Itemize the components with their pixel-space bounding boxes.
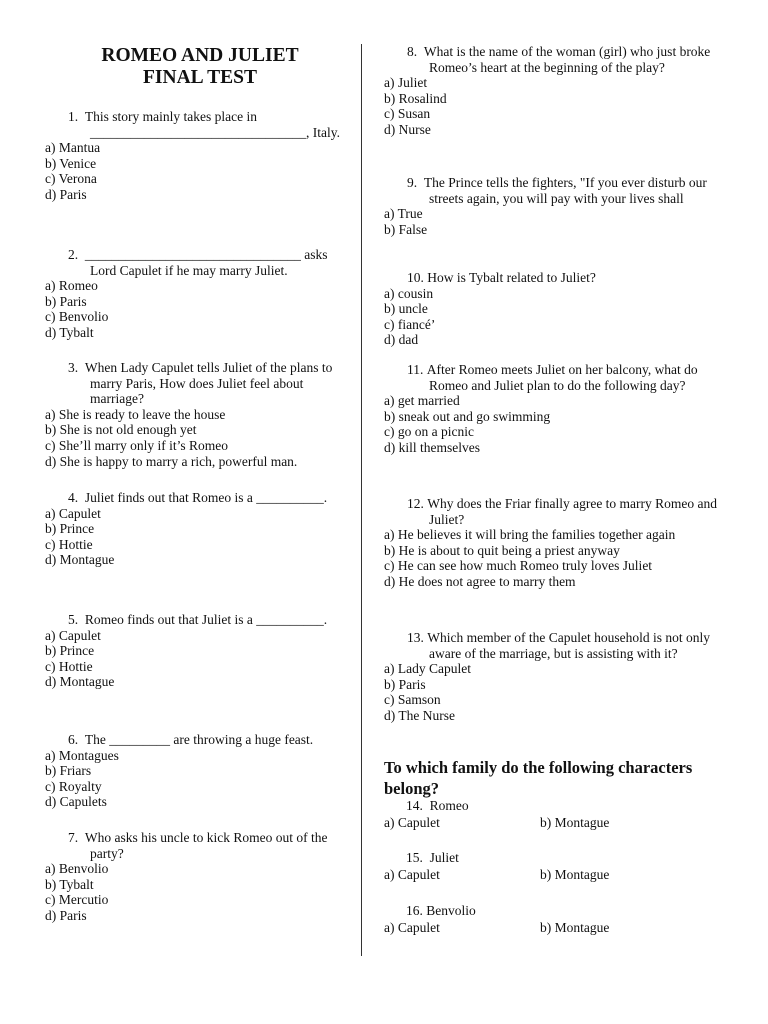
question-16 <box>384 902 724 936</box>
question-8-option-c: c) Susan <box>384 106 431 122</box>
question-1-option-c: c) Verona <box>45 171 97 187</box>
question-8-option-d: d) Nurse <box>384 121 431 137</box>
question-6 <box>45 732 355 810</box>
question-8 <box>384 44 724 138</box>
question-13-option-c: c) Samson <box>384 692 441 708</box>
question-6-text: 6. The _________ are throwing a huge feast. <box>68 732 314 747</box>
question-8-text: 8. What is the name of the woman (girl) who just broke Romeo’s heart at the beginning of the play? <box>407 44 711 75</box>
question-1-option-a: a) Mantua <box>45 140 101 156</box>
question-6-option-d: d) Capulets <box>45 794 107 810</box>
question-12-option-c: c) He can see how much Romeo truly loves Juliet <box>384 558 653 574</box>
question-5-option-c: c) Hottie <box>45 658 93 674</box>
question-6-option-a: a) Montagues <box>45 747 119 763</box>
question-12 <box>384 496 724 590</box>
question-9-text: 9. The Prince tells the fighters, "If you ever disturb our streets again, you will pay with your lives shall <box>407 175 707 206</box>
question-11 <box>384 362 724 456</box>
question-2-text: 2. ________________________________ asks Lord Capulet if he may marry Juliet. <box>68 247 328 278</box>
question-15-text: 15. Juliet <box>406 850 459 865</box>
question-5-option-d: d) Montague <box>45 674 115 690</box>
question-3 <box>45 360 355 469</box>
page-title <box>45 45 355 89</box>
question-11-option-c: c) go on a picnic <box>384 424 474 440</box>
question-9 <box>384 175 724 237</box>
question-14 <box>384 797 724 831</box>
question-7-option-b: b) Tybalt <box>45 876 94 892</box>
question-6-option-c: c) Royalty <box>45 778 102 794</box>
question-1-option-b: b) Venice <box>45 155 97 171</box>
question-11-text: 11. After Romeo meets Juliet on her balcony, what do Romeo and Juliet plan to do the following day? <box>407 362 698 393</box>
title-line-2: FINAL TEST <box>143 67 257 88</box>
question-9-option-b: b) False <box>384 221 428 237</box>
question-13-option-d: d) The Nurse <box>384 707 455 723</box>
question-4 <box>45 490 355 568</box>
section-heading: To which family do the following characters belong? <box>384 758 693 798</box>
question-5-option-b: b) Prince <box>45 643 95 659</box>
question-4-option-b: b) Prince <box>45 521 95 537</box>
question-7-option-a: a) Benvolio <box>45 861 109 877</box>
question-5 <box>45 612 355 690</box>
question-11-option-d: d) kill themselves <box>384 439 480 455</box>
question-2-option-b: b) Paris <box>45 293 87 309</box>
question-15-option-b: b) Montague <box>540 867 610 882</box>
question-4-option-a: a) Capulet <box>45 505 101 521</box>
question-12-option-b: b) He is about to quit being a priest anyway <box>384 542 620 558</box>
question-10-option-a: a) cousin <box>384 285 434 301</box>
question-7 <box>45 830 355 924</box>
question-16-option-a: a) Capulet <box>384 920 440 935</box>
question-2-option-d: d) Tybalt <box>45 324 94 340</box>
question-15 <box>384 849 724 883</box>
question-4-option-d: d) Montague <box>45 552 115 568</box>
question-13-option-b: b) Paris <box>384 676 426 692</box>
question-4-text: 4. Juliet finds out that Romeo is a __________. <box>68 490 328 505</box>
question-14-option-b: b) Montague <box>540 815 610 830</box>
question-3-option-a: a) She is ready to leave the house <box>45 406 226 422</box>
question-10-text: 10. How is Tybalt related to Juliet? <box>407 270 596 285</box>
question-10 <box>384 270 724 348</box>
question-2-option-a: a) Romeo <box>45 278 98 294</box>
question-3-option-d: d) She is happy to marry a rich, powerful man. <box>45 453 298 469</box>
question-13-option-a: a) Lady Capulet <box>384 661 471 677</box>
question-16-option-b: b) Montague <box>540 920 610 935</box>
question-1-text: 1. This story mainly takes place in ________________________________, Italy. <box>68 109 340 140</box>
question-14-option-a: a) Capulet <box>384 815 440 830</box>
question-11-option-b: b) sneak out and go swimming <box>384 408 551 424</box>
question-3-option-c: c) She’ll marry only if it’s Romeo <box>45 437 228 453</box>
question-7-option-c: c) Mercutio <box>45 892 109 908</box>
question-13 <box>384 630 724 724</box>
question-16-text: 16. Benvolio <box>406 903 476 918</box>
question-12-option-d: d) He does not agree to marry them <box>384 573 576 589</box>
question-7-text: 7. Who asks his uncle to kick Romeo out of the party? <box>68 830 328 861</box>
question-10-option-b: b) uncle <box>384 301 428 317</box>
question-5-option-a: a) Capulet <box>45 627 101 643</box>
column-divider <box>361 44 362 956</box>
question-1-option-d: d) Paris <box>45 186 87 202</box>
question-3-option-b: b) She is not old enough yet <box>45 422 197 438</box>
question-11-option-a: a) get married <box>384 393 460 409</box>
title-line-1: ROMEO AND JULIET <box>101 45 299 66</box>
question-12-option-a: a) He believes it will bring the families together again <box>384 527 676 543</box>
question-1 <box>45 109 355 203</box>
question-13-text: 13. Which member of the Capulet household is not only aware of the marriage, but is assisting with it? <box>407 630 710 661</box>
question-2 <box>45 247 355 341</box>
question-5-text: 5. Romeo finds out that Juliet is a __________. <box>68 612 328 627</box>
question-12-text: 12. Why does the Friar finally agree to marry Romeo and Juliet? <box>407 496 718 527</box>
question-9-option-a: a) True <box>384 206 423 222</box>
question-6-option-b: b) Friars <box>45 763 92 779</box>
question-15-option-a: a) Capulet <box>384 867 440 882</box>
question-3-text: 3. When Lady Capulet tells Juliet of the plans to marry Paris, How does Juliet feel about marriage? <box>68 360 333 407</box>
question-10-option-c: c) fiancé’ <box>384 316 436 332</box>
question-2-option-c: c) Benvolio <box>45 309 109 325</box>
question-8-option-a: a) Juliet <box>384 75 428 91</box>
question-14-text: 14. Romeo <box>406 798 469 813</box>
question-4-option-c: c) Hottie <box>45 536 93 552</box>
question-10-option-d: d) dad <box>384 332 419 348</box>
question-7-option-d: d) Paris <box>45 907 87 923</box>
question-8-option-b: b) Rosalind <box>384 90 447 106</box>
